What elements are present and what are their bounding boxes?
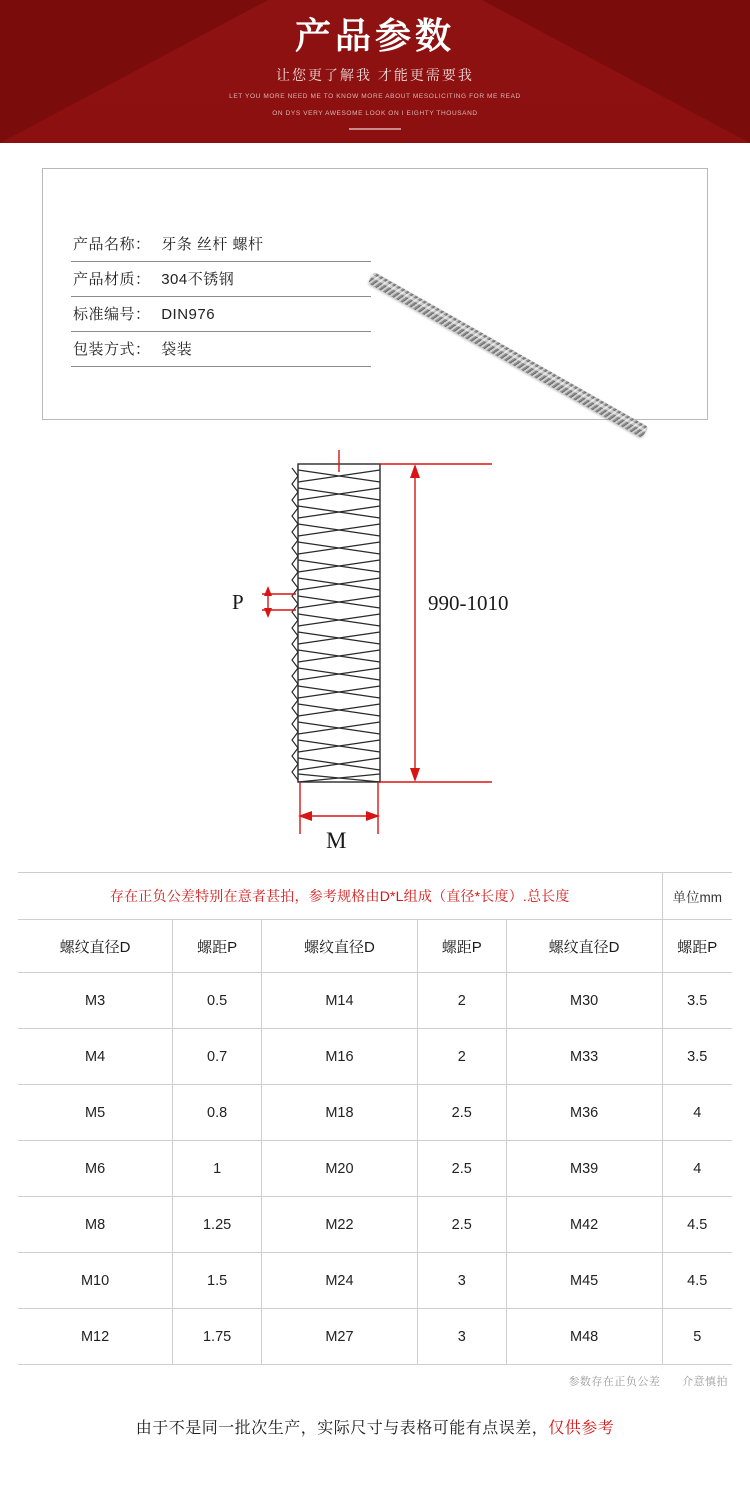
info-value-material: 304不锈钢 <box>161 271 235 288</box>
table-footnote <box>0 1373 728 1389</box>
table-row <box>18 1085 732 1141</box>
cell-pitch: 1.5 <box>173 1253 262 1309</box>
cell-pitch: 4.5 <box>662 1197 732 1253</box>
table-note-text: 存在正负公差特别在意者甚拍，参考规格由D*L组成（直径*长度）.总长度 <box>109 888 570 904</box>
cell-diameter: M12 <box>18 1309 173 1365</box>
diagram-diameter-label: M <box>326 828 347 853</box>
table-header-row <box>18 920 732 973</box>
cell-pitch: 0.5 <box>173 973 262 1029</box>
page-banner <box>0 0 750 143</box>
cell-diameter: M48 <box>506 1309 662 1365</box>
cell-pitch: 4.5 <box>662 1253 732 1309</box>
cell-pitch: 4 <box>662 1141 732 1197</box>
table-row <box>18 1309 732 1365</box>
info-row <box>71 262 371 297</box>
cell-diameter: M14 <box>262 973 418 1029</box>
cell-pitch: 3.5 <box>662 973 732 1029</box>
cell-pitch: 2.5 <box>417 1141 506 1197</box>
info-label-packaging: 包装方式： <box>73 341 151 358</box>
banner-english-line-2: ON DYS VERY AWESOME LOOK ON I EIGHTY THOUSAND <box>272 110 478 118</box>
info-label-material: 产品材质： <box>73 271 151 288</box>
cell-pitch: 5 <box>662 1309 732 1365</box>
table-unit-text: 单位mm <box>672 890 722 905</box>
cell-diameter: M18 <box>262 1085 418 1141</box>
spec-table <box>18 873 732 1365</box>
column-header-pitch-1: 螺距P <box>173 920 262 973</box>
page-title: 产品参数 <box>294 16 455 57</box>
cell-pitch: 1.75 <box>173 1309 262 1365</box>
cell-diameter: M20 <box>262 1141 418 1197</box>
diagram-length-label: 990-1010 <box>428 591 509 615</box>
cell-pitch: 3 <box>417 1309 506 1365</box>
info-value-packaging: 袋装 <box>161 341 193 358</box>
cell-pitch: 2 <box>417 973 506 1029</box>
info-label-standard: 标准编号： <box>73 306 151 323</box>
info-row <box>71 297 371 332</box>
cell-pitch: 1 <box>173 1141 262 1197</box>
cell-diameter: M8 <box>18 1197 173 1253</box>
diagram-pitch-label: P <box>232 590 244 614</box>
bottom-disclaimer <box>0 1415 750 1464</box>
table-row <box>18 1029 732 1085</box>
cell-diameter: M42 <box>506 1197 662 1253</box>
info-row <box>71 227 371 262</box>
product-photo <box>359 213 689 383</box>
cell-diameter: M30 <box>506 973 662 1029</box>
cell-diameter: M33 <box>506 1029 662 1085</box>
table-footnote-left: 参数存在正负公差 <box>568 1376 661 1388</box>
spec-table-wrap <box>18 872 732 1365</box>
table-footnote-right: 介意慎拍 <box>682 1376 728 1388</box>
cell-diameter: M36 <box>506 1085 662 1141</box>
cell-pitch: 2.5 <box>417 1085 506 1141</box>
product-info-card <box>42 168 708 420</box>
table-note-row <box>18 873 732 920</box>
table-row <box>18 1197 732 1253</box>
cell-diameter: M22 <box>262 1197 418 1253</box>
info-value-standard: DIN976 <box>161 306 216 323</box>
cell-pitch: 4 <box>662 1085 732 1141</box>
cell-diameter: M5 <box>18 1085 173 1141</box>
cell-pitch: 3.5 <box>662 1029 732 1085</box>
cell-pitch: 2.5 <box>417 1197 506 1253</box>
threaded-rod-image <box>368 272 649 438</box>
banner-divider <box>349 128 401 130</box>
cell-diameter: M16 <box>262 1029 418 1085</box>
cell-pitch: 0.8 <box>173 1085 262 1141</box>
cell-pitch: 3 <box>417 1253 506 1309</box>
info-label-name: 产品名称： <box>73 236 151 253</box>
column-header-diameter-1: 螺纹直径D <box>18 920 173 973</box>
cell-diameter: M10 <box>18 1253 173 1309</box>
column-header-pitch-2: 螺距P <box>417 920 506 973</box>
page-subtitle: 让您更了解我 才能更需要我 <box>276 67 474 83</box>
bottom-disclaimer-emphasis: 仅供参考 <box>548 1420 615 1437</box>
cell-pitch: 1.25 <box>173 1197 262 1253</box>
cell-pitch: 0.7 <box>173 1029 262 1085</box>
product-info-list <box>71 227 371 367</box>
cell-diameter: M6 <box>18 1141 173 1197</box>
cell-diameter: M27 <box>262 1309 418 1365</box>
cell-diameter: M4 <box>18 1029 173 1085</box>
banner-english-line-1: LET YOU MORE NEED ME TO KNOW MORE ABOUT MESOLICITING FOR ME READ <box>229 93 521 100</box>
table-row <box>18 973 732 1029</box>
column-header-diameter-2: 螺纹直径D <box>262 920 418 973</box>
info-row <box>71 332 371 367</box>
column-header-diameter-3: 螺纹直径D <box>506 920 662 973</box>
cell-diameter: M24 <box>262 1253 418 1309</box>
table-row <box>18 1253 732 1309</box>
bottom-disclaimer-text: 由于不是同一批次生产，实际尺寸与表格可能有点误差， <box>135 1420 549 1437</box>
info-value-name: 牙条 丝杆 螺杆 <box>161 236 264 253</box>
cell-diameter: M45 <box>506 1253 662 1309</box>
dimension-diagram <box>0 442 750 862</box>
column-header-pitch-3: 螺距P <box>662 920 732 973</box>
cell-diameter: M3 <box>18 973 173 1029</box>
table-unit-cell <box>662 873 732 920</box>
table-row <box>18 1141 732 1197</box>
table-note-cell <box>18 873 662 920</box>
cell-diameter: M39 <box>506 1141 662 1197</box>
cell-pitch: 2 <box>417 1029 506 1085</box>
